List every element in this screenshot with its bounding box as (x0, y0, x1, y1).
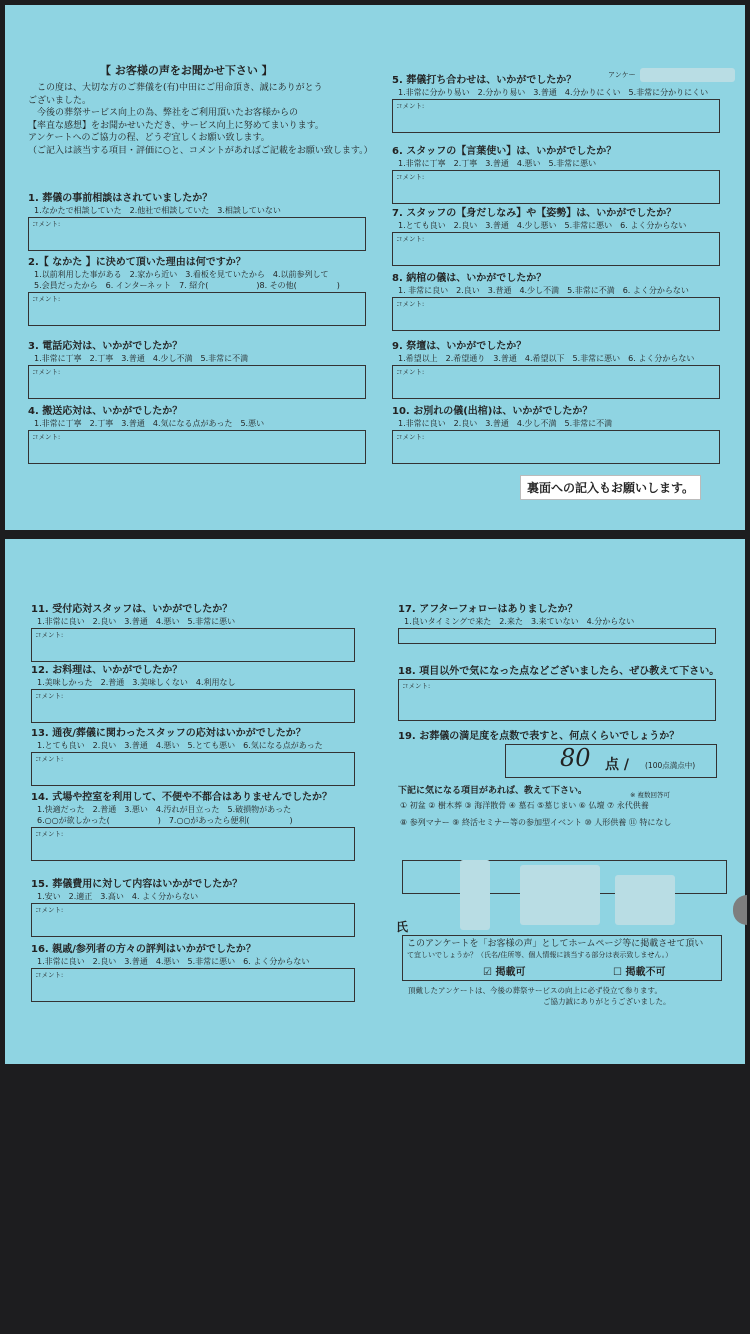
question-options: 1.非常に丁寧 2.丁寧 3.普通 4.気になる点があった 5.悪い (34, 419, 265, 428)
question-block (31, 791, 371, 861)
question-block (31, 727, 371, 786)
question-title: 18. 項目以外で気になった点などございましたら、ぜひ教えて下さい。 (398, 666, 720, 677)
score-value: 80 (560, 744, 591, 772)
comment-box[interactable] (28, 365, 366, 399)
comment-label: コメント: (396, 368, 425, 376)
survey-intro: この度は、大切な方のご葬儀を(有)中田にご用命頂き、誠にありがとう ございました。 今後の葬祭サービス向上の為、弊社をご利用頂いたお客様からの 【率直な感想】をお聞かせいただき、サービス向上に努めてまいります。 アンケートへのご協力の程、どうぞ宜しくお願い致します。 （ご記入は該当する項目・評価に○と、コメントがあればご記載をお願い致します。） (28, 83, 373, 156)
question-title: 7. スタッフの【身だしなみ】や【姿勢】は、いかがでしたか？ (392, 208, 677, 219)
question-block (31, 878, 371, 937)
question-block (392, 340, 732, 399)
consent-yes-checkbox[interactable]: ☑ 掲載可 (483, 967, 526, 978)
question-title: 12. お料理は、いかがでしたか？ (31, 665, 183, 676)
question-options: 1.快適だった 2.普通 3.悪い 4.汚れが目立った 5.破損物があった 6.○○が欲しかった( ) 7.○○があったら便利( ) (37, 805, 293, 825)
question-options: 1.非常に良い 2.良い 3.普通 4.少し不満 5.非常に不満 (398, 419, 613, 428)
interest-note: ※ 複数回答可 (630, 791, 671, 799)
question-options: 1.なかたで相談していた 2.他社で相談していた 3.相談していない (34, 206, 281, 215)
interest-title: 下記に気になる項目があれば、教えて下さい。 (398, 786, 588, 796)
score-unit: 点 / (605, 757, 629, 773)
comment-box[interactable] (28, 217, 366, 251)
question-block (392, 272, 732, 331)
consent-line1: このアンケートを「お客様の声」としてホームページ等に掲載させて頂い (407, 939, 704, 949)
question-block (392, 145, 732, 204)
comment-box[interactable] (398, 679, 716, 721)
question-title: 13. 通夜/葬儀に関わったスタッフの応対はいかがでしたか？ (31, 728, 306, 739)
question-options: 1.とても良い 2.良い 3.普通 4.少し悪い 5.非常に悪い 6. よく分からない (398, 221, 687, 230)
comment-box[interactable] (392, 99, 720, 133)
comment-label: コメント: (35, 971, 64, 979)
question-title: 6. スタッフの【言葉使い】は、いかがでしたか？ (392, 146, 617, 157)
comment-box[interactable] (392, 430, 720, 464)
question-options: 1.良いタイミングで来た 2.来た 3.来ていない 4.分からない (404, 617, 635, 626)
question-options: 1.非常に丁寧 2.丁寧 3.普通 4.少し不満 5.非常に不満 (34, 354, 249, 363)
question-block (392, 207, 732, 266)
comment-label: コメント: (396, 300, 425, 308)
comment-label: コメント: (32, 295, 61, 303)
anketo-label: アンケー (608, 71, 636, 79)
consent-box (402, 935, 722, 981)
question-title: 4. 搬送応対は、いかがでしたか？ (28, 406, 183, 417)
comment-box[interactable] (392, 232, 720, 266)
comment-label: コメント: (396, 102, 425, 110)
question-block (31, 664, 371, 723)
question-options: 1.以前利用した事がある 2.家から近い 3.看板を見ていたから 4.以前参列して 5.会員だったから 6. インターネット 7. 紹介( )8. その他( ) (34, 270, 340, 290)
comment-box[interactable] (392, 297, 720, 331)
question-title: 19. お葬儀の満足度を点数で表すと、何点くらいでしょうか？ (398, 731, 680, 742)
question-title: 10. お別れの儀(出棺)は、いかがでしたか？ (392, 406, 593, 417)
comment-box[interactable] (392, 365, 720, 399)
comment-label: コメント: (396, 235, 425, 243)
consent-no-checkbox[interactable]: ☐ 掲載不可 (613, 967, 666, 978)
question-options: 1.希望以上 2.希望通り 3.普通 4.希望以下 5.非常に悪い 6. よく分からない (398, 354, 695, 363)
question-block (31, 603, 371, 662)
question-title: 15. 葬儀費用に対して内容はいかがでしたか？ (31, 879, 243, 890)
score-note: (100点満点中) (645, 761, 696, 770)
question-block (28, 192, 368, 251)
comment-label: コメント: (35, 692, 64, 700)
comment-box[interactable] (31, 827, 355, 861)
comment-box[interactable] (28, 292, 366, 326)
question-title: 17. アフターフォローはありましたか？ (398, 604, 578, 615)
question-19 (398, 730, 738, 743)
comment-label: コメント: (32, 433, 61, 441)
question-17 (398, 603, 738, 644)
question-options: 1.とても良い 2.良い 3.普通 4.悪い 5.とても悪い 6.気になる点があった (37, 741, 323, 750)
comment-label: コメント: (35, 755, 64, 763)
comment-box[interactable] (398, 628, 716, 644)
question-block (392, 74, 732, 133)
question-title: 16. 親戚/参列者の方々の評判はいかがでしたか？ (31, 944, 256, 955)
comment-label: コメント: (32, 368, 61, 376)
question-block (28, 340, 368, 399)
question-title: 2.【 なかた 】に決めて頂いた理由は何ですか？ (28, 257, 246, 268)
comment-box[interactable] (31, 903, 355, 937)
comment-label: コメント: (35, 906, 64, 914)
question-block (28, 256, 368, 326)
question-title: 5. 葬儀打ち合わせは、いかがでしたか？ (392, 75, 577, 86)
comment-box[interactable] (28, 430, 366, 464)
survey-title: 【 お客様の声をお聞かせ下さい 】 (100, 64, 273, 77)
question-title: 1. 葬儀の事前相談はされていましたか？ (28, 193, 213, 204)
question-title: 3. 電話応対は、いかがでしたか？ (28, 341, 183, 352)
comment-box[interactable] (31, 628, 355, 662)
comment-label: コメント: (396, 433, 425, 441)
comment-box[interactable] (31, 752, 355, 786)
redacted-area (615, 875, 675, 925)
question-block (31, 943, 371, 1002)
question-block (28, 405, 368, 464)
question-options: 1.非常に分かり易い 2.分かり易い 3.普通 4.分かりにくい 5.非常に分かりにくい (398, 88, 709, 97)
redacted-area (460, 860, 490, 930)
footer-note: 頂戴したアンケートは、今後の葬祭サービスの向上に必ず役立て参ります。 ご協力誠にありがとうございました。 (408, 986, 671, 1006)
question-options: 1.非常に丁寧 2.丁寧 3.普通 4.悪い 5.非常に悪い (398, 159, 597, 168)
comment-label: コメント: (32, 220, 61, 228)
question-18 (398, 665, 738, 721)
redacted-area (520, 865, 600, 925)
consent-line2: て宜しいでしょうか？（氏名/住所等、個人情報に該当する部分は表示致しません。） (407, 951, 673, 959)
question-options: 1.安い 2.適正 3.高い 4. よく分からない (37, 892, 199, 901)
reverse-note: 裏面への記入もお願いします。 (520, 475, 701, 500)
question-title: 14. 式場や控室を利用して、不便や不都合はありませんでしたか？ (31, 792, 332, 803)
question-block (392, 405, 732, 464)
comment-label: コメント: (35, 631, 64, 639)
question-options: 1.非常に良い 2.良い 3.普通 4.悪い 5.非常に悪い 6. よく分からない (37, 957, 310, 966)
question-title: 9. 祭壇は、いかがでしたか？ (392, 341, 527, 352)
comment-box[interactable] (31, 968, 355, 1002)
question-options: 1. 非常に良い 2.良い 3.普通 4.少し不満 5.非常に不満 6. よく分からない (398, 286, 689, 295)
interest-options-1: ① 初盆 ② 樹木葬 ③ 海洋散骨 ④ 墓石 ⑤墓じまい ⑥ 仏壇 ⑦ 永代供養 (400, 801, 649, 810)
name-label: 氏 (396, 920, 409, 934)
comment-label: コメント: (402, 682, 431, 690)
comment-label: コメント: (35, 830, 64, 838)
comment-label: コメント: (396, 173, 425, 181)
question-title: 11. 受付応対スタッフは、いかがでしたか？ (31, 604, 233, 615)
comment-box[interactable] (31, 689, 355, 723)
question-options: 1.非常に良い 2.良い 3.普通 4.悪い 5.非常に悪い (37, 617, 236, 626)
comment-box[interactable] (392, 170, 720, 204)
question-title: 8. 納棺の儀は、いかがでしたか？ (392, 273, 547, 284)
question-options: 1.美味しかった 2.普通 3.美味しくない 4.利用なし (37, 678, 236, 687)
interest-options-2: ⑧ 参列マナー ⑨ 終活セミナー等の参加型イベント ⑩ 人形供養 ⑪ 特になし (400, 818, 672, 827)
